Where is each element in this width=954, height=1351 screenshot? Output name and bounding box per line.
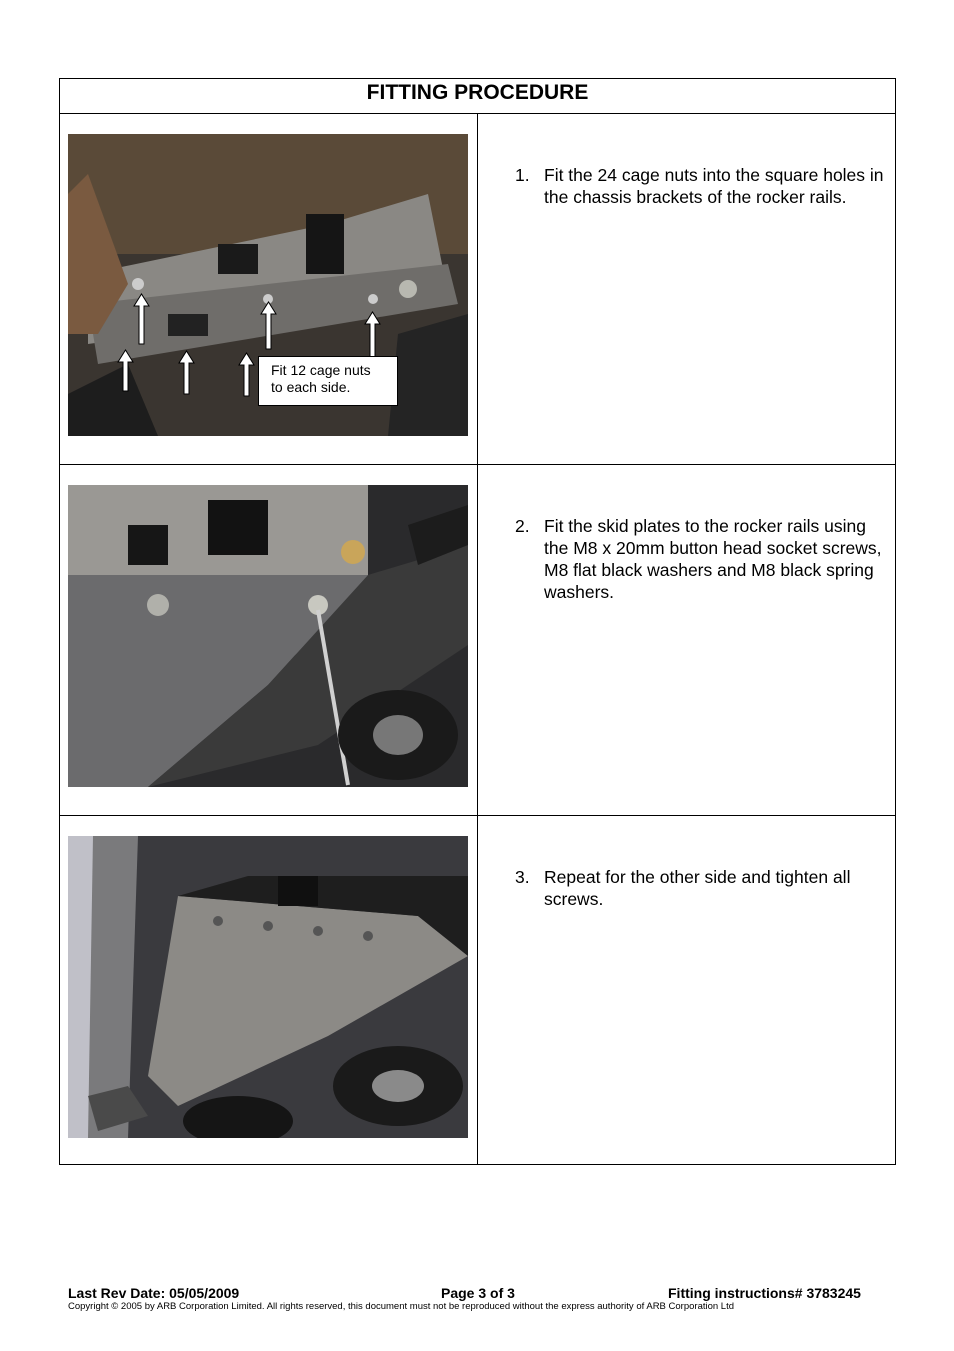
step-2 (515, 515, 885, 603)
last-rev-date: Last Rev Date: 05/05/2009 (68, 1285, 240, 1301)
page-title: FITTING PROCEDURE (60, 79, 895, 114)
step-text: Fit the skid plates to the rocker rails using the M8 x 20mm button head socket screws, M8 flat black washers and M8 black spring washers. (544, 516, 882, 602)
step-row-2 (60, 465, 895, 816)
step-3 (515, 866, 885, 910)
callout-line-1: Fit 12 cage nuts (271, 362, 371, 378)
step-number: 1. (515, 165, 530, 185)
step-row-1 (60, 114, 895, 465)
cage-nut-callout (258, 356, 398, 406)
callout-line-2: to each side. (271, 379, 351, 395)
page-number: Page 3 of 3 (441, 1285, 515, 1301)
copyright-notice: Copyright © 2005 by ARB Corporation Limited. All rights reserved, this document must not be reproduced without the express authority of ARB Corporation Ltd (68, 1301, 735, 1312)
step-text: Fit the 24 cage nuts into the square holes in the chassis brackets of the rocker rails. (544, 165, 884, 207)
step-number: 3. (515, 867, 530, 887)
step-1 (515, 164, 885, 208)
procedure-table (59, 78, 896, 1165)
step-text: Repeat for the other side and tighten all screws. (544, 867, 851, 909)
step-row-3 (60, 816, 895, 1164)
photo-skid-plate-fitted (68, 836, 468, 1138)
photo-skid-plate-fitting (68, 485, 468, 787)
document-number: Fitting instructions# 3783245 (668, 1285, 861, 1301)
step-number: 2. (515, 516, 530, 536)
